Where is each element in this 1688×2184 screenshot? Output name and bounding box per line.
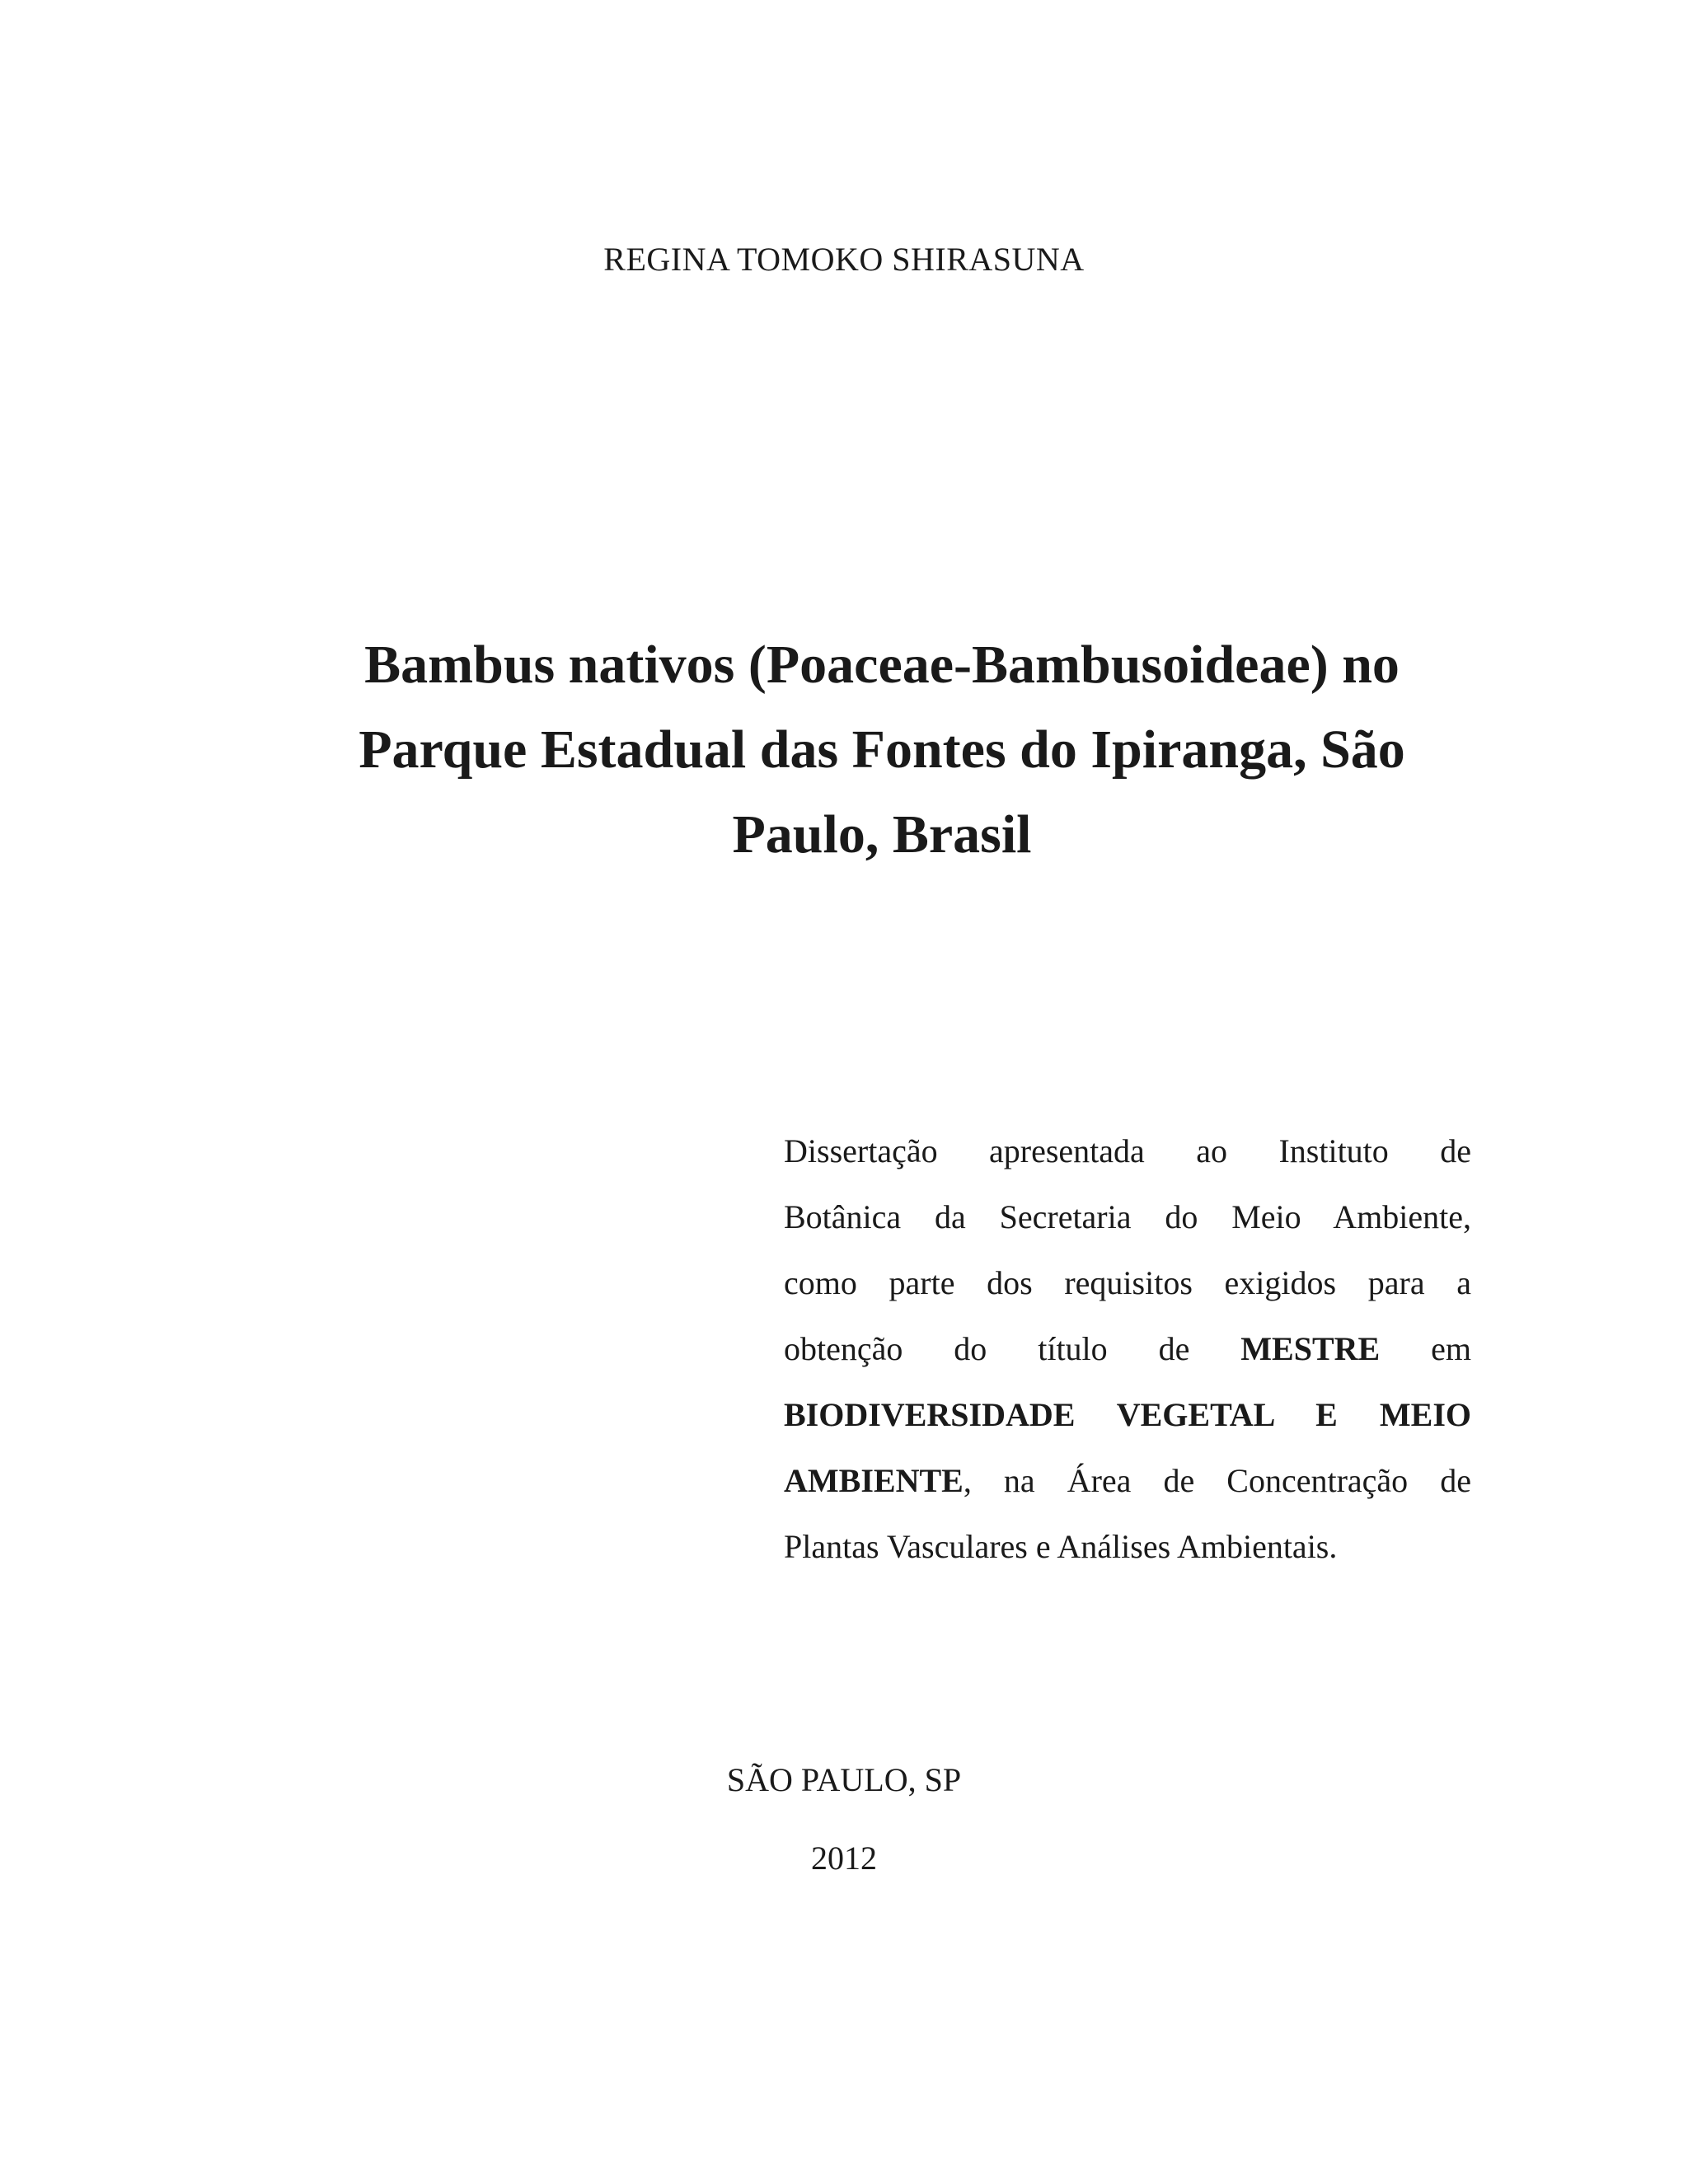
- description-line-2: Botânica da Secretaria do Meio Ambiente,: [784, 1198, 1471, 1235]
- city-location: SÃO PAULO, SP: [726, 1761, 962, 1798]
- title-line-1: Bambus nativos (Poaceae-Bambusoideae) no: [364, 635, 1400, 695]
- description-line-7: Plantas Vasculares e Análises Ambientais.: [784, 1528, 1338, 1565]
- title-line-3: Paulo, Brasil: [732, 804, 1032, 865]
- program-name-part-2: AMBIENTE: [784, 1462, 964, 1499]
- description-line-4: [784, 1316, 1471, 1382]
- publication-year: 2012: [811, 1840, 877, 1877]
- description-line-6-post: , na Área de Concentração de: [963, 1462, 1471, 1499]
- dissertation-title: [272, 622, 1492, 877]
- degree-title: MESTRE: [1240, 1330, 1381, 1367]
- dissertation-description: [784, 1118, 1471, 1580]
- program-name-part-1: BIODIVERSIDADE VEGETAL E MEIO: [784, 1396, 1471, 1433]
- description-line-5: [784, 1382, 1471, 1448]
- description-line-4-pre: obtenção do título de: [784, 1330, 1190, 1367]
- description-line-6: [784, 1448, 1471, 1514]
- description-line-3: como parte dos requisitos exigidos para a: [784, 1264, 1471, 1301]
- author-name: REGINA TOMOKO SHIRASUNA: [603, 241, 1085, 278]
- description-line-1: Dissertação apresentada ao Instituto de: [784, 1132, 1471, 1169]
- description-line-4-post: em: [1431, 1330, 1471, 1367]
- title-line-2: Parque Estadual das Fontes do Ipiranga, São: [359, 719, 1405, 780]
